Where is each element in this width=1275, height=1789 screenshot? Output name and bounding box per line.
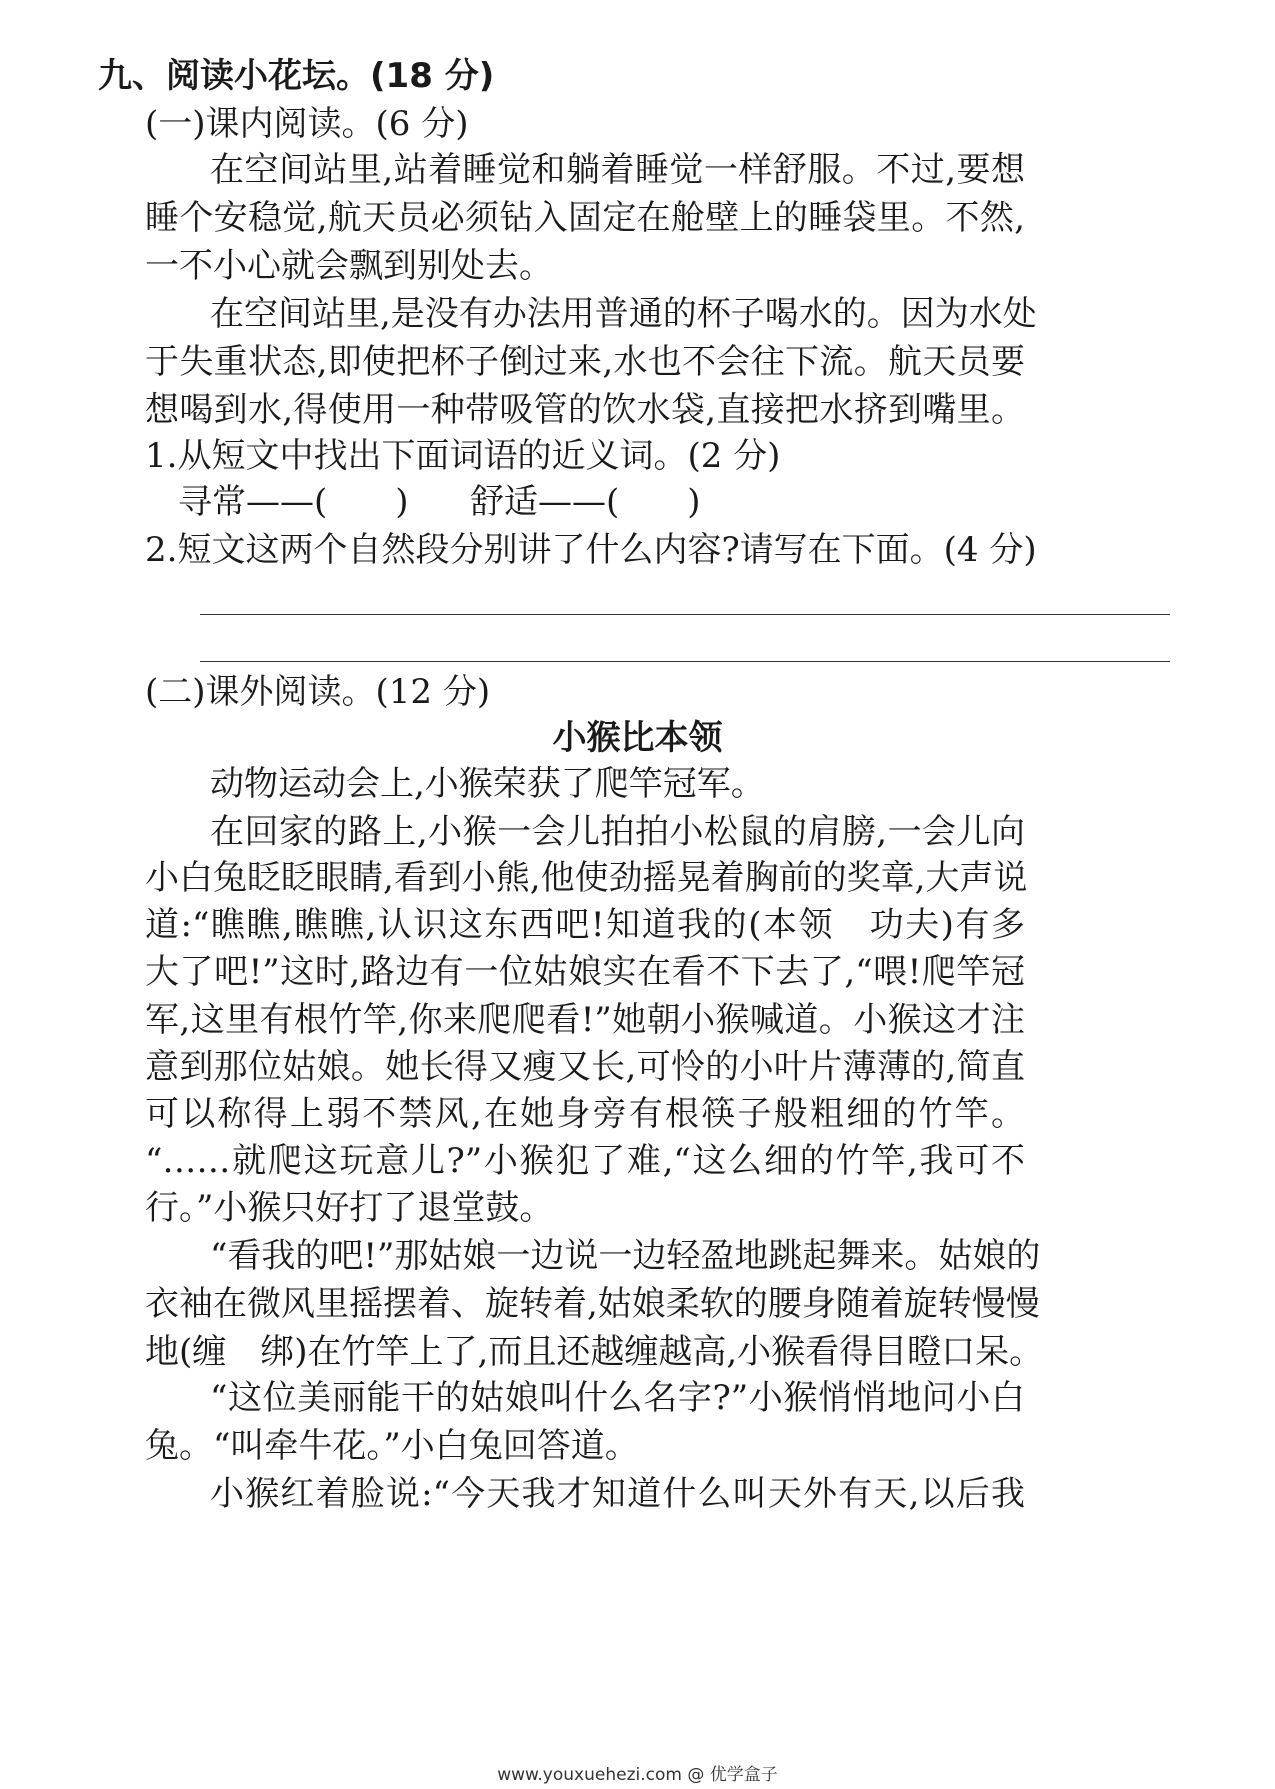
story-para3-line2: 衣袖在微风里摇摆着、旋转着,姑娘柔软的腰身随着旋转慢慢 xyxy=(145,1284,1040,1324)
part1-para1-line1: 在空间站里,站着睡觉和躺着睡觉一样舒服。不过,要想 xyxy=(210,150,1025,190)
part1-title: (一)课内阅读。(6 分) xyxy=(145,104,469,144)
answer-line-1[interactable] xyxy=(200,614,1170,615)
question-1: 1.从短文中找出下面词语的近义词。(2 分) xyxy=(145,436,781,476)
story-title: 小猴比本领 xyxy=(552,718,723,758)
story-para1: 动物运动会上,小猴荣获了爬竿冠军。 xyxy=(210,764,765,804)
story-para2-line8: “……就爬这玩意儿?”小猴犯了难,“这么细的竹竿,我可不 xyxy=(145,1141,1025,1181)
story-para2-line2: 小白兔眨眨眼睛,看到小熊,他使劲摇晃着胸前的奖章,大声说 xyxy=(145,858,1028,898)
answer-line-2[interactable] xyxy=(200,661,1170,662)
question-1-item-2[interactable]: 舒适——( ) xyxy=(470,482,701,522)
story-para3-line1: “看我的吧!”那姑娘一边说一边轻盈地跳起舞来。姑娘的 xyxy=(210,1236,1041,1276)
story-para3-line3: 地(缠 绑)在竹竿上了,而且还越缠越高,小猴看得目瞪口呆。 xyxy=(145,1332,1044,1372)
question-2: 2.短文这两个自然段分别讲了什么内容?请写在下面。(4 分) xyxy=(145,530,1037,570)
story-para2-line6: 意到那位姑娘。她长得又瘦又长,可怜的小叶片薄薄的,简直 xyxy=(145,1047,1025,1087)
story-para2-line3: 道:“瞧瞧,瞧瞧,认识这东西吧!知道我的(本领 功夫)有多 xyxy=(145,905,1025,945)
story-para4-line2: 兔。“叫牵牛花。”小白兔回答道。 xyxy=(145,1426,639,1466)
story-para5-line1: 小猴红着脸说:“今天我才知道什么叫天外有天,以后我 xyxy=(210,1474,1025,1514)
question-1-item-1[interactable]: 寻常——( ) xyxy=(178,482,409,522)
story-para2-line1: 在回家的路上,小猴一会儿拍拍小松鼠的肩膀,一会儿向 xyxy=(210,812,1025,852)
story-para2-line4: 大了吧!”这时,路边有一位姑娘实在看不下去了,“喂!爬竿冠 xyxy=(145,952,1025,992)
part1-para2-line1: 在空间站里,是没有办法用普通的杯子喝水的。因为水处 xyxy=(210,294,1037,334)
story-para2-line5: 军,这里有根竹竿,你来爬爬看!”她朝小猴喊道。小猴这才注 xyxy=(145,1000,1025,1040)
story-para2-line9: 行。”小猴只好打了退堂鼓。 xyxy=(145,1188,554,1228)
part1-para1-line3: 一不小心就会飘到别处去。 xyxy=(145,246,553,286)
part1-para2-line2: 于失重状态,即使把杯子倒过来,水也不会往下流。航天员要 xyxy=(145,342,1025,382)
story-para2-line7: 可以称得上弱不禁风,在她身旁有根筷子般粗细的竹竿。 xyxy=(145,1094,1025,1134)
part2-title: (二)课外阅读。(12 分) xyxy=(145,672,491,712)
story-para4-line1: “这位美丽能干的姑娘叫什么名字?”小猴悄悄地问小白 xyxy=(210,1378,1025,1418)
footer-watermark: www.youxuehezi.com @ 优学盒子 xyxy=(497,1765,778,1785)
part1-para2-line3: 想喝到水,得使用一种带吸管的饮水袋,直接把水挤到嘴里。 xyxy=(145,390,1025,430)
part1-para1-line2: 睡个安稳觉,航天员必须钻入固定在舱壁上的睡袋里。不然, xyxy=(145,198,1025,238)
section-heading: 九、阅读小花坛。(18 分) xyxy=(98,56,495,96)
